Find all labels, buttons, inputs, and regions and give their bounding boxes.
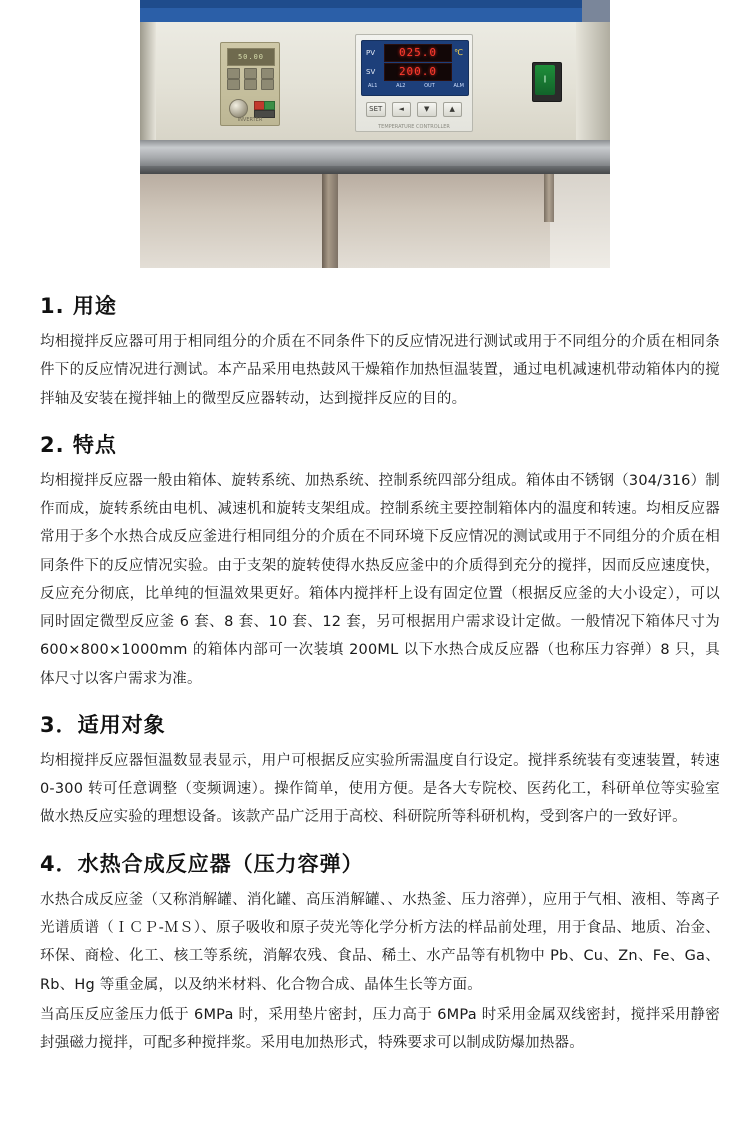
section-heading-hydrothermal-reactor: 4．水热合成反应器（压力容弹）	[40, 851, 364, 876]
vfd-display-value: 50.00	[237, 53, 265, 61]
vfd-key-up-icon[interactable]	[227, 68, 240, 79]
panel-right-shadow	[576, 22, 610, 140]
wall-right	[550, 174, 610, 268]
section-paragraph-hydrothermal-reactor-1: 水热合成反应釜（又称消解罐、消化罐、高压消解罐、、水热釜、压力溶弹），应用于气相、液相、等离子光谱质谱（ＩＣＰ‑ＭＳ）、原子吸收和原子荧光等化学分析方法的样品前处理，用于食品、地质、冶金、环保、商检、化工、核工等系统，消解农残、食品、稀土、水产品等有机物中 Pb、Cu、Zn、Fe、Ga、Rb、Hg 等重金属，以及纳米材料、化合物合成、晶体生长等方面。	[40, 891, 720, 993]
stainless-steel-edge	[140, 166, 610, 174]
shift-button[interactable]: ◄	[392, 102, 412, 117]
pv-value: 025.0	[384, 44, 452, 62]
sv-label: SV	[366, 68, 376, 76]
product-photo	[0, 0, 750, 268]
set-button[interactable]: SET	[366, 102, 386, 117]
cabinet-side-edge	[582, 0, 610, 22]
section-heading-applicable-objects: 3．适用对象	[40, 712, 166, 737]
vfd-key-shift-icon[interactable]	[261, 68, 274, 79]
panel-left-shadow	[140, 22, 156, 140]
table-leg-back	[544, 174, 554, 222]
vfd-display	[227, 48, 275, 66]
vfd-keypad[interactable]	[220, 42, 280, 126]
photo-inner	[140, 0, 610, 268]
vfd-key-grid[interactable]	[227, 68, 273, 96]
cabinet-blue-top-edge	[140, 0, 610, 8]
controller-button-row[interactable]	[366, 101, 462, 117]
section-heading-usage: 1. 用途	[40, 294, 117, 318]
product-description	[0, 268, 750, 1085]
sv-value: 200.0	[384, 63, 452, 81]
down-button[interactable]: ▼	[417, 102, 437, 117]
up-button[interactable]: ▲	[443, 102, 463, 117]
status-led-row	[368, 83, 464, 93]
temperature-controller[interactable]	[355, 34, 473, 132]
led-al2: AL2	[396, 83, 406, 89]
pv-label: PV	[366, 49, 376, 57]
led-alm: ALM	[453, 83, 464, 89]
section-paragraph-usage-1: 均相搅拌反应器可用于相同组分的介质在不同条件下的反应情况进行测试或用于不同组分的介质在相同条件下的反应情况进行测试。本产品采用电热鼓风干燥箱作加热恒温装置，通过电机减速机带动箱体内的搅拌轴及安装在搅拌轴上的微型反应器转动，达到搅拌反应的目的。	[40, 334, 720, 407]
power-switch[interactable]	[532, 62, 562, 102]
section-paragraph-hydrothermal-reactor-2: 当高压反应釜压力低于 6MPa 时，采用垫片密封，压力高于 6MPa 时采用金属双线密封，搅拌采用静密封强磁力搅拌，可配多种搅拌浆。采用电加热形式，特殊要求可以制成防爆加热器。	[40, 1006, 720, 1052]
power-icon: I	[543, 74, 547, 86]
vfd-speed-knob[interactable]	[229, 99, 248, 118]
led-out: OUT	[424, 83, 435, 89]
temperature-unit: ℃	[454, 48, 463, 57]
power-switch-rocker[interactable]	[535, 65, 555, 95]
controller-display-face	[361, 40, 469, 96]
vfd-run-button[interactable]	[264, 101, 275, 110]
vfd-brand-label: INVERTER	[237, 117, 263, 123]
led-al1: AL1	[368, 83, 378, 89]
vfd-key-enter-icon[interactable]	[244, 79, 257, 90]
controller-brand-label: TEMPERATURE CONTROLLER	[378, 124, 450, 130]
table-leg-front	[322, 174, 338, 268]
vfd-key-func-icon[interactable]	[261, 79, 274, 90]
section-heading-features: 2. 特点	[40, 432, 117, 457]
vfd-key-down-icon[interactable]	[227, 79, 240, 90]
vfd-key-prog-icon[interactable]	[244, 68, 257, 79]
section-paragraph-applicable-objects-1: 均相搅拌反应器恒温数显表显示，用户可根据反应实验所需温度自行设定。搅拌系统装有变速装置，转速 0-300 转可任意调整（变频调速）。操作简单，使用方便。是各大专院校、医药化工，科研单位等实验室做水热反应实验的理想设备。该款产品广泛用于高校、科研院所等科研机构，受到客户的一致好评。	[40, 752, 720, 826]
section-paragraph-features-1: 均相搅拌反应器一般由箱体、旋转系统、加热系统、控制系统四部分组成。箱体由不锈钢（304/316）制作而成，旋转系统由电机、减速机和旋转支架组成。控制系统主要控制箱体内的温度和转速。均相反应器常用于多个水热合成反应釜进行相同组分的介质在不同环境下反应情况的测试或用于不同组分的介质在相同条件下的反应情况实验。由于支架的旋转使得水热反应釜中的介质得到充分的搅拌，因而反应速度快，反应充分彻底，比单纯的恒温效果更好。箱体内搅拌杆上设有固定位置（根据反应釜的大小设定），可以同时固定微型反应釜 6 套、8 套、10 套、12 套，另可根据用户需求设计定做。一般情况下箱体尺寸为 600×800×1000mm 的箱体内部可一次装填 200ML 以下水热合成反应器（也称压力容弹）8 只，具体尺寸以客户需求为准。	[40, 472, 720, 687]
floor-background	[140, 174, 610, 268]
